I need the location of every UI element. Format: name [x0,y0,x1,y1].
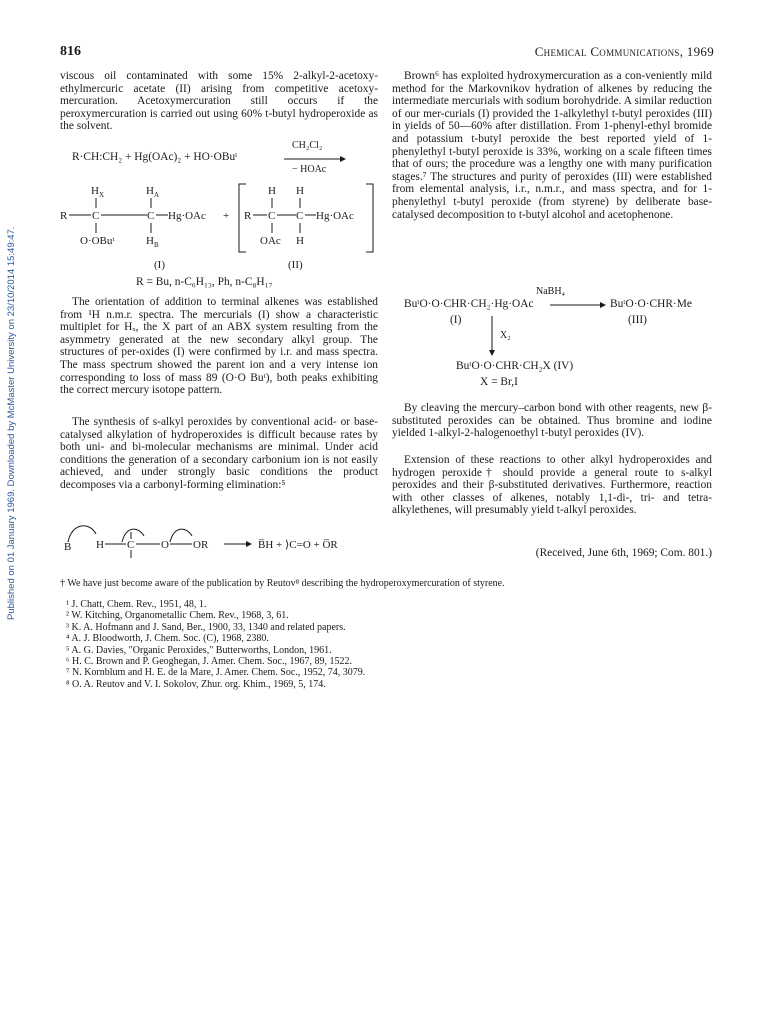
curved-arrow [68,526,96,542]
left-para-3-text: The synthesis of s-alkyl peroxides by conventional acid- or base-catalysed alkylation of hydroperoxides is difficult because rates by both uni- and bi-molecular mechanisms are minimal. Under acid conditions the generation of a secondary carbonium ion is not easily achieved, and under strongly basic conditions the product decomposes via a carbonyl-forming elimination:⁵ [60,416,378,491]
elimination-products: B̅H + ⟩C=O + O̅R [258,539,338,551]
scheme-halide: BuᵗO·O·CHR·CH₂X (IV) [456,360,574,372]
r-definition: R = Bu, n-C₆H₁₃, Ph, n-C₈H₁₇ [136,276,273,288]
r-atom: R [60,210,68,222]
reference-item: ⁶ H. C. Brown and P. Geoghegan, J. Amer. Chem. Soc., 1967, 89, 1522. [66,656,352,668]
right-para-2 [392,402,712,440]
h-atom: H [96,539,104,551]
bracket-right [366,184,373,252]
r-atom: R [244,210,252,222]
scheme-arrow-right [548,300,608,310]
reaction-1-above-arrow: CH₂Cl₂ [292,140,323,151]
scheme-down-reagent: X₂ [500,330,511,341]
hb-sub: B [154,241,159,249]
hb-atom: H [146,235,154,247]
curved-arrow [170,529,192,542]
h-atom: H [296,235,304,247]
scheme-start-label: (I) [450,314,462,326]
c-atom: C [147,210,155,222]
scheme-x-def: X = Br,I [480,376,518,388]
right-para-1-text: Brown⁶ has exploited hydroxymercuration as a con-veniently mild method for the Markovnikov hydration of alkenes by reducing the intermediate mercurials with sodium borohydride. A similar reduction of our mer-curials (I) provided the 1-alkylethyl t-butyl peroxides (III) in yields of 50—60% after distillation. From 1-phenyl-ethyl bromide and potassium t-butyl peroxide the best reported yield of 1-phenylethyl t-butyl peroxide is 33%, working on a scale fifteen times that of ours; the procedure was a lengthy one with many purification stages.⁷ The structures and purity of peroxides (III) were established from elemental analysis, i.r., n.m.r., and mass spectra, and for 1-phenylethyl t-butyl peroxide (from styrene) by deliberate base-catalysed decomposition to t-butyl alcohol and acetophenone. [392,70,712,221]
h-atom: H [296,185,304,197]
arrow-head [246,541,252,547]
left-para-3 [60,416,378,492]
hgoac-group: Hg·OAc [168,210,206,222]
elimination-scheme [60,520,380,562]
right-para-3 [392,454,712,517]
page-number: 816 [60,44,81,59]
reference-item: ⁷ N. Kornblum and H. E. de la Mare, J. Amer. Chem. Soc., 1952, 74, 3079. [66,667,366,679]
left-para-1-text: viscous oil contaminated with some 15% 2-alkyl-2-acetoxy-ethylmercuric acetate (II) arising from competitive acetoxy-mercuration. Acetoxymercuration still occurs if the peroxymercuration is carried out using 60% t-butyl hydroperoxide as the solvent. [60,70,378,133]
oobu-group: O·OBuᵗ [80,235,115,247]
running-head: Chemical Communications, 1969 [534,44,714,59]
left-para-1 [60,70,378,133]
label-II: (II) [288,259,303,271]
left-para-2 [60,296,378,397]
reference-item: ⁴ A. J. Bloodworth, J. Chem. Soc. (C), 1968, 2380. [66,633,269,645]
reaction-1-below-arrow: − HOAc [292,164,327,175]
reference-item: ³ K. A. Hofmann and J. Sand, Ber., 1900, 33, 1340 and related papers. [66,621,346,633]
left-para-2-text: The orientation of addition to terminal alkenes was established from ¹H n.m.r. spectra. The mercurials (I) show a characteristic multiplet for Hₓ, the X part of an ABX system resulting from the asymmetry generated at the new secondary alkyl group. The structures of per-oxides (I) were confirmed by i.r. and mass spectra. The mass spectrum showed the parent ion and a very intense ion corresponding to loss of mass 89 (O·O Buᵗ), both peaks exhibiting the correct mercury isotope pattern. [60,296,378,397]
reaction-1-arrow [282,154,346,164]
reference-list [66,599,712,690]
c-atom: C [92,210,100,222]
reference-item: ¹ J. Chatt, Chem. Rev., 1951, 48, 1. [66,599,207,610]
provenance-text: Published on 01 January 1969. Downloaded by McMaster University on 23/10/2014 15:49:47. [6,226,17,620]
received-line: (Received, June 6th, 1969; Com. 801.) [535,547,712,559]
h-atom: H [268,185,276,197]
label-I: (I) [154,259,165,271]
reaction-1-reactants: R·CH:CH₂ + Hg(OAc)₂ + HO·OBuᵗ [72,151,238,163]
o-atom: O [161,539,169,551]
scheme-start: BuᵗO·O·CHR·CH₂·Hg·OAc [404,298,534,310]
or-group: OR [193,539,209,551]
reference-item: ² W. Kitching, Organometallic Chem. Rev., 1968, 3, 61. [66,610,289,622]
right-para-2-text: By cleaving the mercury–carbon bond with other reagents, new β-substituted peroxides can be obtained. Thus bromine and iodine yielded 1-alkyl-2-halogenoethyl t-butyl peroxides (IV). [392,402,712,440]
dagger-footnote-text: † We have just become aware of the publication by Reutov⁸ describing the hydroperoxymercuration of styrene. [60,578,505,589]
hx-sub: X [99,191,105,199]
scheme-reagent: NaBH₄ [536,286,566,297]
c-atom: C [296,210,304,222]
b-atom: B [64,541,72,553]
reference-item: ⁵ A. G. Davies, "Organic Peroxides," Butterworths, London, 1961. [66,644,332,656]
c-atom: C [127,539,135,551]
right-para-1 [392,70,712,221]
ha-sub: A [154,191,160,199]
scheme-arrow-down [487,314,497,358]
plus-sign: + [223,210,230,222]
c-atom: C [268,210,276,222]
hx-atom: H [91,185,99,197]
reference-item: ⁸ O. A. Reutov and V. I. Sokolov, Zhur. org. Khim., 1969, 5, 174. [66,678,326,690]
oac-group: OAc [260,235,281,247]
ha-atom: H [146,185,154,197]
scheme-product: BuᵗO·O·CHR·Me [610,298,692,310]
scheme-product-label: (III) [628,314,647,326]
hgoac-group: Hg·OAc [316,210,354,222]
dagger-footnote [60,578,712,589]
right-para-3-text: Extension of these reactions to other alkyl hydroperoxides and hydrogen peroxide† should provide a general route to s-alkyl peroxides and their β-substituted derivatives. Furthermore, reaction with other classes of alkenes, notably 1,1-di-, tri- and tetra-alkylethenes, will presumably yield t-alkyl peroxides. [392,454,712,517]
